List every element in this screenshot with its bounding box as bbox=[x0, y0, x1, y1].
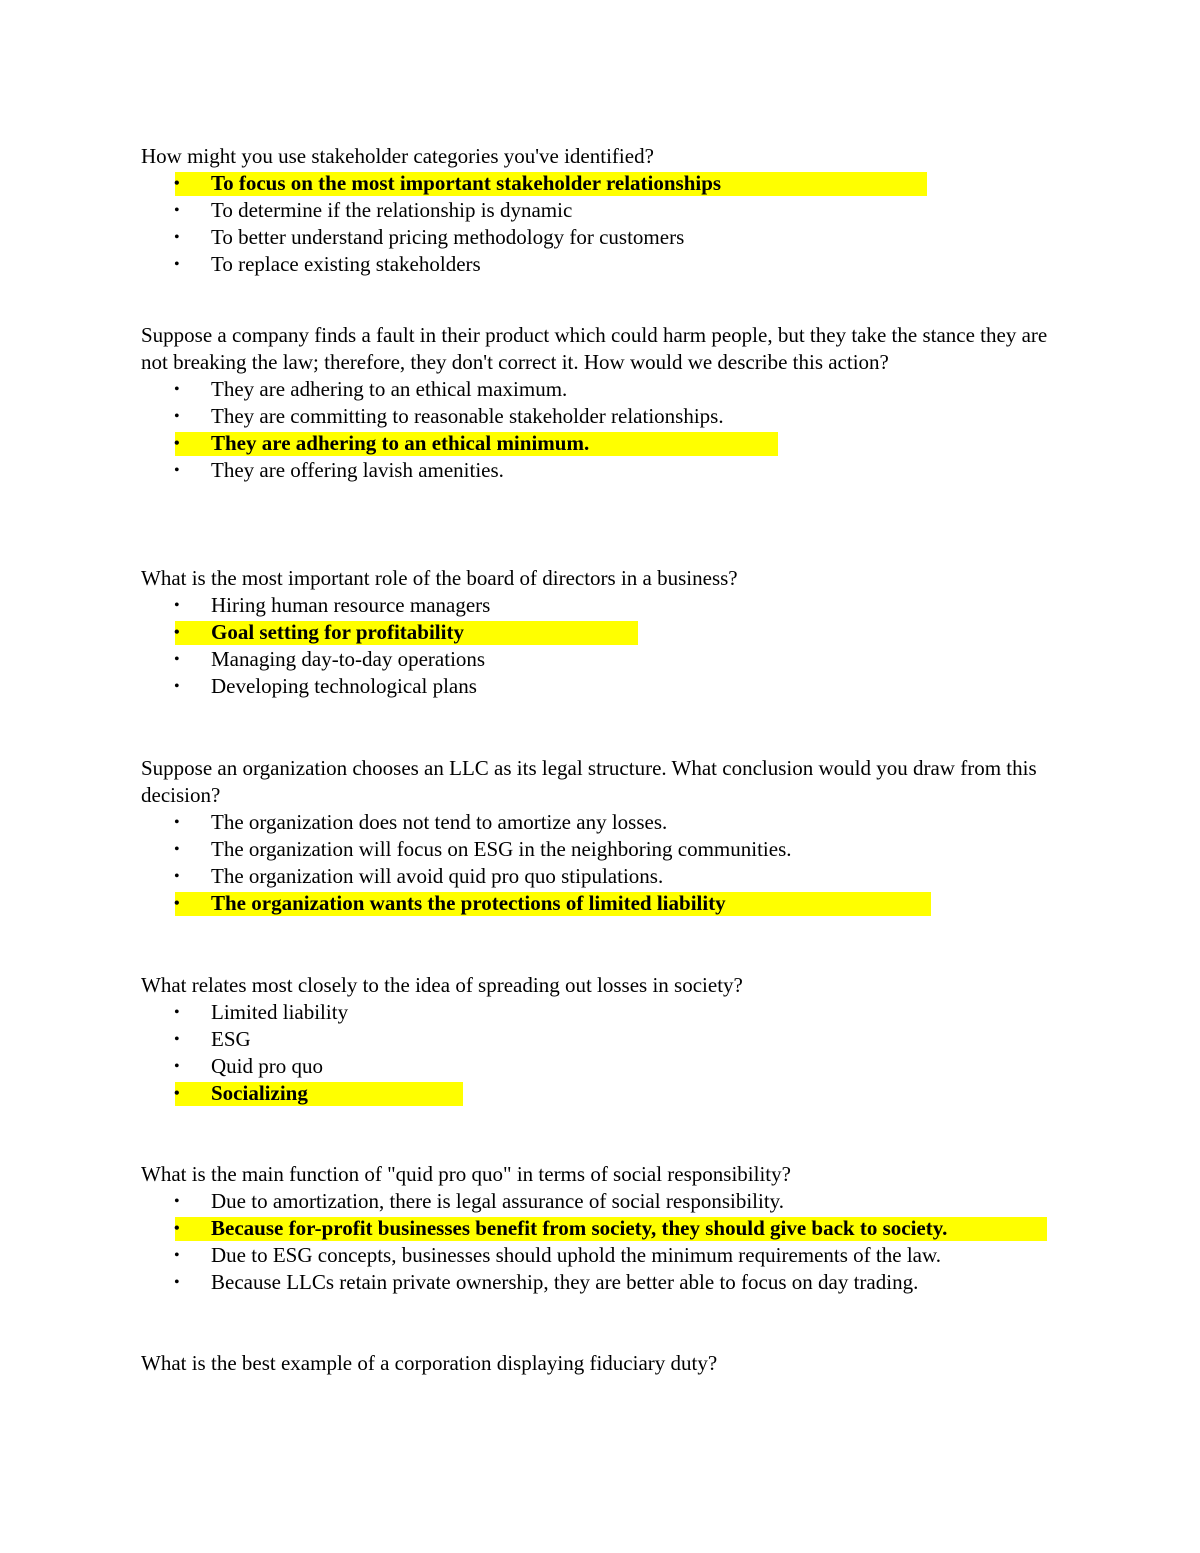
question-block bbox=[141, 565, 1061, 700]
option-list bbox=[141, 170, 1061, 278]
option-text: Hiring human resource managers bbox=[211, 593, 491, 617]
option-list bbox=[141, 376, 1061, 484]
bullet-icon: • bbox=[174, 1031, 180, 1048]
option-text: Socializing bbox=[211, 1081, 308, 1105]
option-item bbox=[141, 197, 1061, 224]
bullet-icon: • bbox=[174, 1247, 180, 1264]
option-text: The organization does not tend to amortize any losses. bbox=[211, 810, 668, 834]
option-text: They are adhering to an ethical maximum. bbox=[211, 377, 568, 401]
bullet-icon: • bbox=[174, 202, 180, 219]
bullet-icon: • bbox=[174, 435, 180, 452]
bullet-icon: • bbox=[174, 1004, 180, 1021]
option-text: Goal setting for profitability bbox=[211, 620, 464, 644]
option-text: The organization wants the protections of limited liability bbox=[211, 891, 726, 915]
question-block bbox=[141, 322, 1061, 484]
option-list bbox=[141, 592, 1061, 700]
question-block bbox=[141, 755, 1061, 917]
bullet-icon: • bbox=[174, 175, 180, 192]
option-text: Quid pro quo bbox=[211, 1054, 323, 1078]
option-text: Due to amortization, there is legal assurance of social responsibility. bbox=[211, 1189, 785, 1213]
bullet-icon: • bbox=[174, 1058, 180, 1075]
option-item-correct bbox=[141, 1215, 1061, 1242]
option-text: To focus on the most important stakeholder relationships bbox=[211, 171, 722, 195]
option-text: ESG bbox=[211, 1027, 251, 1051]
option-item-correct bbox=[141, 430, 1061, 457]
option-item bbox=[141, 836, 1061, 863]
option-text: To better understand pricing methodology for customers bbox=[211, 225, 685, 249]
question-block bbox=[141, 1350, 1061, 1377]
option-item-correct bbox=[141, 1080, 1061, 1107]
bullet-icon: • bbox=[174, 651, 180, 668]
option-text: Due to ESG concepts, businesses should uphold the minimum requirements of the law. bbox=[211, 1243, 942, 1267]
option-text: The organization will focus on ESG in the neighboring communities. bbox=[211, 837, 792, 861]
option-text: To replace existing stakeholders bbox=[211, 252, 481, 276]
option-item bbox=[141, 646, 1061, 673]
option-item bbox=[141, 376, 1061, 403]
option-item bbox=[141, 1269, 1061, 1296]
bullet-icon: • bbox=[174, 1193, 180, 1210]
option-text: Developing technological plans bbox=[211, 674, 477, 698]
option-text: Managing day-to-day operations bbox=[211, 647, 486, 671]
option-item bbox=[141, 457, 1061, 484]
bullet-icon: • bbox=[174, 381, 180, 398]
option-item bbox=[141, 1188, 1061, 1215]
option-text: Limited liability bbox=[211, 1000, 349, 1024]
option-item bbox=[141, 1026, 1061, 1053]
option-item-correct bbox=[141, 619, 1061, 646]
option-item bbox=[141, 863, 1061, 890]
question-text: What is the most important role of the board of directors in a business? bbox=[141, 566, 738, 590]
option-item bbox=[141, 999, 1061, 1026]
option-item bbox=[141, 592, 1061, 619]
bullet-icon: • bbox=[174, 1085, 180, 1102]
option-text: To determine if the relationship is dynamic bbox=[211, 198, 573, 222]
bullet-icon: • bbox=[174, 895, 180, 912]
bullet-icon: • bbox=[174, 256, 180, 273]
question-block bbox=[141, 143, 1061, 278]
option-item-correct bbox=[141, 890, 1061, 917]
option-text: They are adhering to an ethical minimum. bbox=[211, 431, 590, 455]
bullet-icon: • bbox=[174, 229, 180, 246]
bullet-icon: • bbox=[174, 624, 180, 641]
question-text: What relates most closely to the idea of spreading out losses in society? bbox=[141, 973, 743, 997]
question-text: What is the main function of "quid pro quo" in terms of social responsibility? bbox=[141, 1162, 791, 1186]
option-item bbox=[141, 673, 1061, 700]
question-block bbox=[141, 972, 1061, 1107]
option-item bbox=[141, 1242, 1061, 1269]
question-block bbox=[141, 1161, 1061, 1296]
option-item bbox=[141, 251, 1061, 278]
bullet-icon: • bbox=[174, 841, 180, 858]
bullet-icon: • bbox=[174, 462, 180, 479]
bullet-icon: • bbox=[174, 814, 180, 831]
option-list bbox=[141, 999, 1061, 1107]
question-text: What is the best example of a corporation displaying fiduciary duty? bbox=[141, 1351, 718, 1375]
option-text: Because LLCs retain private ownership, they are better able to focus on day trading. bbox=[211, 1270, 919, 1294]
option-item bbox=[141, 809, 1061, 836]
option-item-correct bbox=[141, 170, 1061, 197]
option-item bbox=[141, 403, 1061, 430]
question-text: Suppose a company finds a fault in their product which could harm people, but they take the stance they are not breaking the law; therefore, they don't correct it. How would we describe this action? bbox=[141, 323, 1048, 374]
option-item bbox=[141, 1053, 1061, 1080]
question-text: Suppose an organization chooses an LLC as its legal structure. What conclusion would you draw from this decision? bbox=[141, 756, 1037, 807]
option-text: They are offering lavish amenities. bbox=[211, 458, 504, 482]
question-text: How might you use stakeholder categories you've identified? bbox=[141, 144, 654, 168]
option-list bbox=[141, 1188, 1061, 1296]
option-item bbox=[141, 224, 1061, 251]
bullet-icon: • bbox=[174, 678, 180, 695]
bullet-icon: • bbox=[174, 1274, 180, 1291]
option-list bbox=[141, 809, 1061, 917]
option-text: The organization will avoid quid pro quo stipulations. bbox=[211, 864, 664, 888]
bullet-icon: • bbox=[174, 408, 180, 425]
option-text: Because for-profit businesses benefit from society, they should give back to society. bbox=[211, 1216, 948, 1240]
bullet-icon: • bbox=[174, 1220, 180, 1237]
option-text: They are committing to reasonable stakeholder relationships. bbox=[211, 404, 724, 428]
bullet-icon: • bbox=[174, 868, 180, 885]
bullet-icon: • bbox=[174, 597, 180, 614]
